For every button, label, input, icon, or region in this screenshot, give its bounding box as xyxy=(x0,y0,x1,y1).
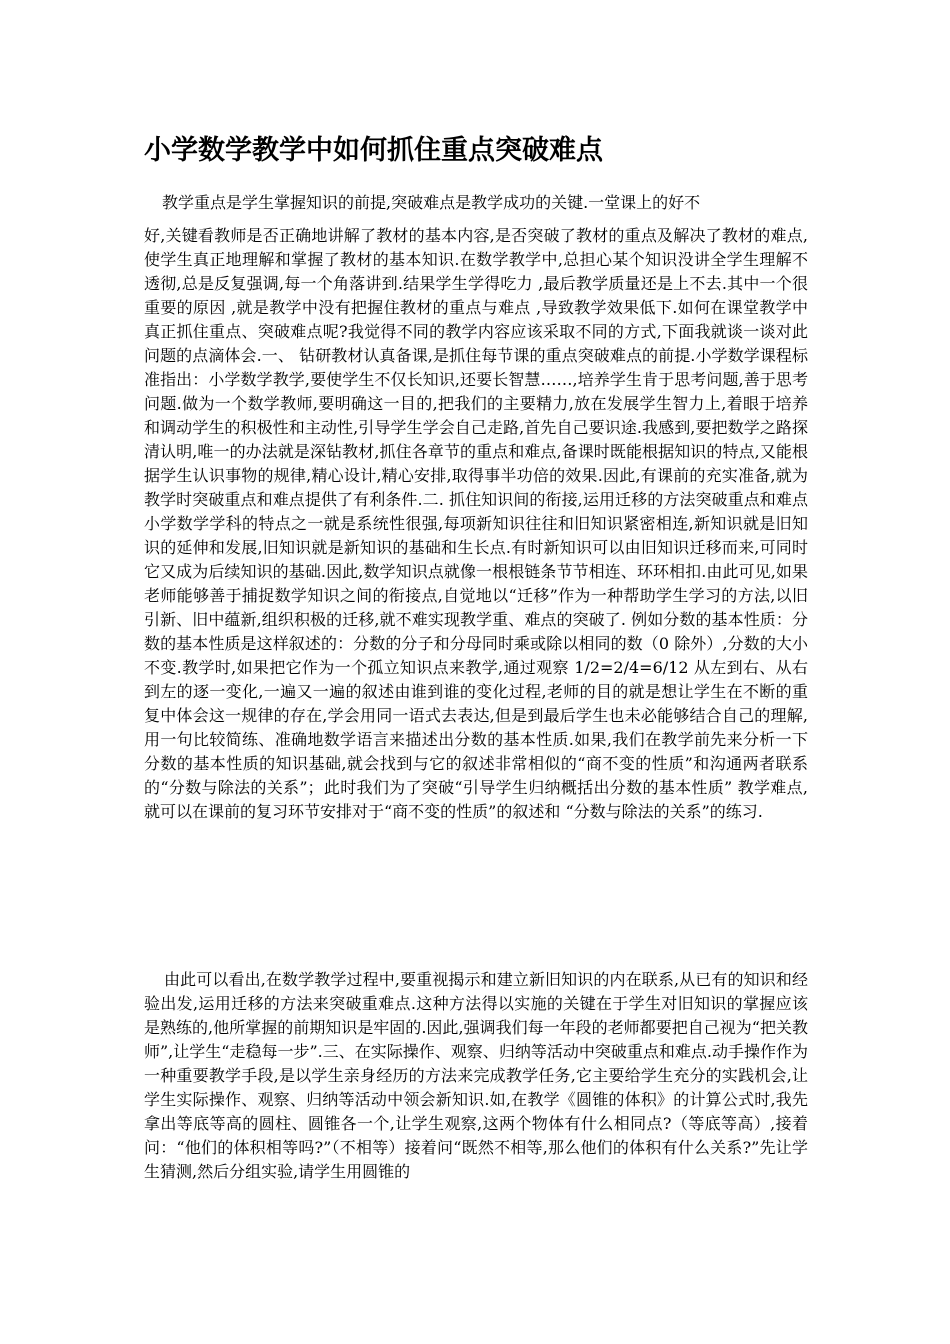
paragraph: 由此可以看出,在数学教学过程中,要重视揭示和建立新旧知识的内在联系,从已有的知识和经验出发,运用迁移的方法来突破重难点.这种方法得以实施的关键在于学生对旧知识的掌握应该是熟练的,他所掌握的前期知识是牢固的.因此,强调我们每一年段的老师都要把自己视为“把关教师”,让学生“走稳每一步”.三、在实际操作、观察、归纳等活动中突破重点和难点.动手操作作为一种重要教学手段,是以学生亲身经历的方法来完成教学任务,它主要给学生充分的实践机会,让学生实际操作、观察、归纳等活动中领会新知识.如,在教学《圆锥的体积》的计算公式时,我先拿出等底等高的圆柱、圆锥各一个,让学生观察,这两个物体有什么相同点?（等底等高）,接着问：“他们的体积相等吗?”（不相等）接着问“既然不相等,那么他们的体积有什么关系?”先让学生猜测,然后分组实验,请学生用圆锥的 xyxy=(144,970,808,1181)
first-line: 教学重点是学生掌握知识的前提,突破难点是教学成功的关键.一堂课上的好不 xyxy=(162,193,701,212)
document-title: 小学数学教学中如何抓住重点突破难点 xyxy=(144,135,603,166)
paragraph: 好,关键看教师是否正确地讲解了教材的基本内容,是否突破了教材的重点及解决了教材的难点,使学生真正地理解和掌握了教材的基本知识.在数学教学中,总担心某个知识没讲全学生理解不透彻,总是反复强调,每一个角落讲到.结果学生学得吃力 ,最后教学质量还是上不去.其中一个很重要的原因 ,就是教学中没有把握住教材的重点与难点 ,导致教学效果低下.如何在课堂教学中真正抓住重点、突破难点呢?我觉得不同的教学内容应该采取不同的方式,下面我就谈一谈对此问题的点滴体会.一、 钻研教材认真备课,是抓住每节课的重点突破难点的前提.小学数学课程标准指出：小学数学教学,要使学生不仅长知识,还要长智慧……,培养学生肯于思考问题,善于思考问题.做为一个数学教师,要明确这一目的,把我们的主要精力,放在发展学生智力上,着眼于培养和调动学生的积极性和主动性,引导学生学会自己走路,首先自己要识途.我感到,要把数学之路探清认明,唯一的办法就是深钻教材,抓住各章节的重点和难点,备课时既能根据知识的特点,又能根据学生认识事物的规律,精心设计,精心安排,取得事半功倍的效果.因此,有课前的充实准备,就为教学时突破重点和难点提供了有利条件.二. 抓住知识间的衔接,运用迁移的方法突破重点和难点 小学数学学科的特点之一就是系统性很强,每项新知识往往和旧知识紧密相连,新知识就是旧知识的延伸和发展,旧知识就是新知识的基础和生长点.有时新知识可以由旧知识迁移而来,可同时它又成为后续知识的基础.因此,数学知识点就像一根根链条节节相连、环环相扣.由此可见,如果老师能够善于捕捉数学知识之间的衔接点,自觉地以“迁移”作为一种帮助学生学习的方法,以旧引新、旧中蕴新,组织积极的迁移,就不难实现教学重、难点的突破了. 例如分数的基本性质：分数的基本性质是这样叙述的：分数的分子和分母同时乘或除以相同的数（0 除外）,分数的大小不变.教学时,如果把它作为一个孤立知识点来教学,通过观察 1/2=2/4=6/12 从左到右、从右到左的逐一变化,一遍又一遍的叙述由谁到谁的变化过程,老师的目的就是想让学生在不断的重复中体会这一规律的存在,学会用同一语式去表达,但是到最后学生也未必能够结合自己的理解,用一句比较简练、准确地数学语言来描述出分数的基本性质.如果,我们在教学前先来分析一下分数的基本性质的知识基础,就会找到与它的叙述非常相似的“商不变的性质”和沟通两者联系的“分数与除法的关系”；此时我们为了突破“引导学生归纳概括出分数的基本性质” 教学难点,就可以在课前的复习环节安排对于“商不变的性质”的叙述和 “分数与除法的关系”的练习. xyxy=(144,226,808,821)
